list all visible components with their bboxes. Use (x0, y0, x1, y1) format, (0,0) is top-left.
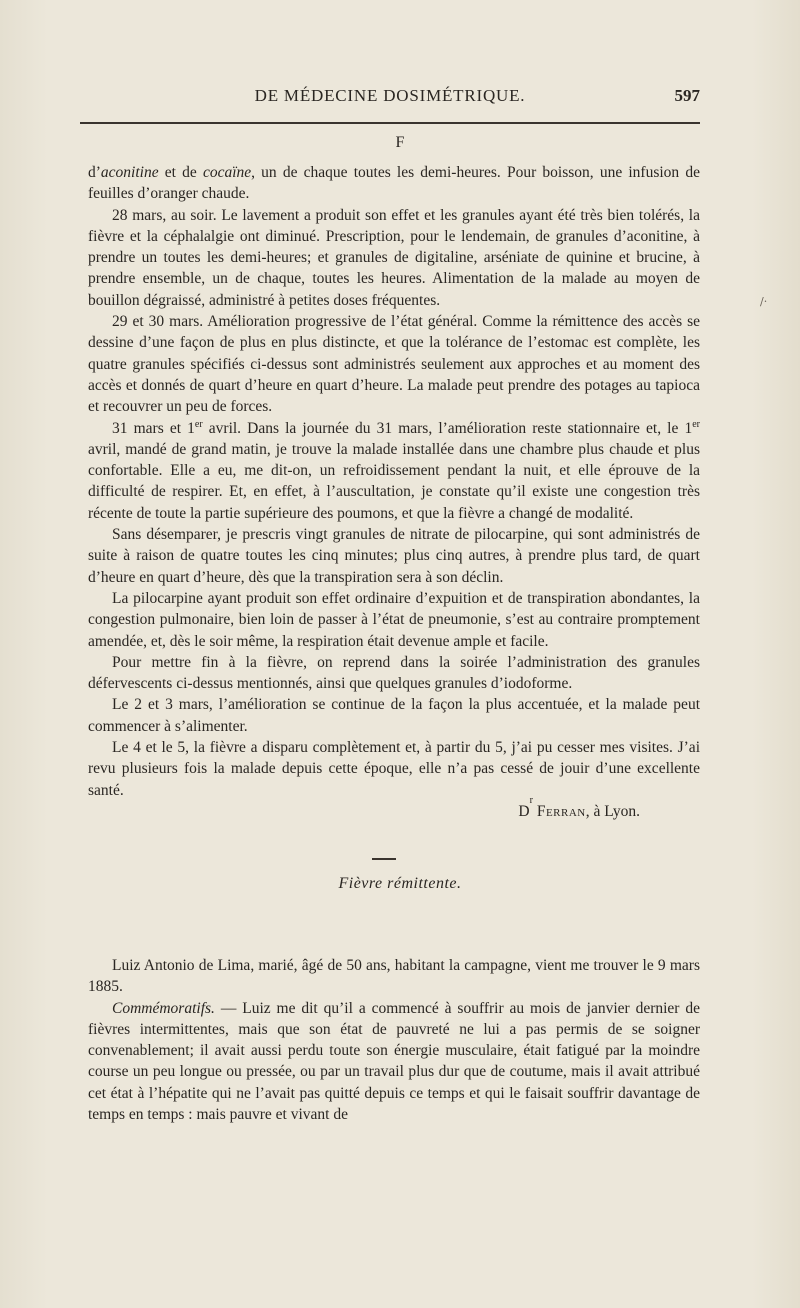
superscript: r (529, 794, 533, 806)
body-text (88, 162, 700, 822)
running-header (80, 86, 700, 112)
superscript: er (692, 418, 700, 430)
text-fragment: d’ (88, 164, 101, 181)
text-fragment: — Luiz me dit qu’il a commencé à souffrir au mois de janvier dernier de fièvres intermittentes, mais que son état de pauvreté ne lui a pas permis de se soigner convenablement; il avait aussi perdu toute son énergie musculaire, était fatigué par la moindre course un peu longue ou pressée, ou par un travail plus dur que de coutume, mais il avait attribué cet état à l’hépatite qui ne l’avait pas quitté depuis ce temps et qui le faisait souffrir davantage de temps en temps : mais pauvre et vivant de (88, 999, 700, 1124)
section-title: Fièvre rémittente. (338, 875, 462, 892)
italic-term: aconitine (100, 164, 159, 181)
text-fragment: avril. Dans la journée du 31 mars, l’amélioration reste stationnaire et, le 1 (202, 419, 693, 437)
paragraph (88, 998, 700, 1126)
paragraph: Le 2 et 3 mars, l’amélioration se continue de la façon la plus accentuée, et la malade peut commencer à s’alimenter. (88, 696, 700, 735)
paragraph (88, 418, 700, 524)
page-number: 597 (674, 86, 700, 105)
paragraph: Pour mettre fin à la fièvre, on reprend dans la soirée l’administration des granules défervescents ci-dessus mentionnés, ainsi que quelques granules d’iodoforme. (88, 653, 700, 693)
paragraph: 28 mars, au soir. Le lavement a produit son effet et les granules ayant été très bien tolérés, la fièvre et la céphalalgie ont diminué. Prescription, pour le lendemain, de granules d’aconitine, à prendre un toutes les demi-heures; et granules de digitaline, arséniate de quinine et brucine, à prendre ensemble, un de chaque, toutes les heures. Alimentation de la malade au moyen de bouillon dégraissé, administré à petites doses fréquentes. (88, 206, 700, 309)
text-fragment: avril, mandé de grand matin, je trouve la malade installée dans une chambre plus chaude et plus confortable. Elle a eu, me dit-on, un refroidissement pendant la nuit, et elle éprouve de la difficulté de respirer. Et, en effet, à l’auscultation, je constate qu’il existe une congestion très récente de toute la partie supérieure des poumons, et que la fièvre a changé de modalité. (88, 440, 700, 522)
italic-term: cocaïne (202, 164, 252, 181)
signature-place: , à Lyon. (585, 802, 640, 820)
paragraph: Luiz Antonio de Lima, marié, âgé de 50 ans, habitant la campagne, vient me trouver le 9 mars 1885. (88, 957, 700, 996)
paragraph: 29 et 30 mars. Amélioration progressive de l’état général. Comme la rémittence des accès se dessine d’une façon de plus en plus distincte, et que la tolérance de l’estomac est complète, les quatre granules spécifiés ci-dessus sont administrés seulement aux approches et au moment des accès et donnés de quart d’heure en quart d’heure. La malade peut prendre des potages au tapioca et recouvrer un peu de forces. (88, 313, 700, 416)
section-body (88, 955, 700, 1125)
author-signature (88, 794, 700, 822)
text-fragment: 31 mars et 1 (112, 419, 195, 437)
paragraph: La pilocarpine ayant produit son effet ordinaire d’expuition et de transpiration abondantes, la congestion pulmonaire, bien loin de passer à l’état de pneumonie, s’est au contraire promptement amendée, et, dès le soir même, la respiration était devenue ample et facile. (88, 589, 700, 650)
signature-mark: F (395, 134, 405, 151)
paragraph-continuation (88, 162, 700, 205)
header-title: DE MÉDECINE DOSIMÉTRIQUE. (254, 86, 526, 105)
signature-name: Ferran (536, 802, 586, 820)
text-fragment: et de (158, 164, 203, 181)
header-rule (80, 122, 700, 124)
paragraph: Sans désemparer, je prescris vingt granules de nitrate de pilocarpine, qui sont administrés de suite à raison de quatre toutes les cinq minutes; plus cinq autres, à prendre plus tard, de quart d’heure en quart d’heure, dès que la transpiration sera à son déclin. (88, 526, 700, 586)
paragraph: Le 4 et le 5, la fièvre a disparu complètement et, à partir du 5, j’ai pu cesser mes visites. J’ai revu plusieurs fois la malade depuis cette époque, elle n’a pas cessé de jouir d’une excellente santé. (88, 739, 700, 799)
signature-title: D (518, 802, 530, 820)
italic-lead: Commémoratifs. (112, 999, 215, 1017)
margin-mark: /· (760, 295, 768, 308)
text-fragment: , un de chaque toutes les demi-heures. Pour boisson, une infusion de feuilles d’oranger chaude. (88, 164, 700, 203)
superscript: er (194, 418, 203, 430)
section-separator (372, 858, 396, 860)
